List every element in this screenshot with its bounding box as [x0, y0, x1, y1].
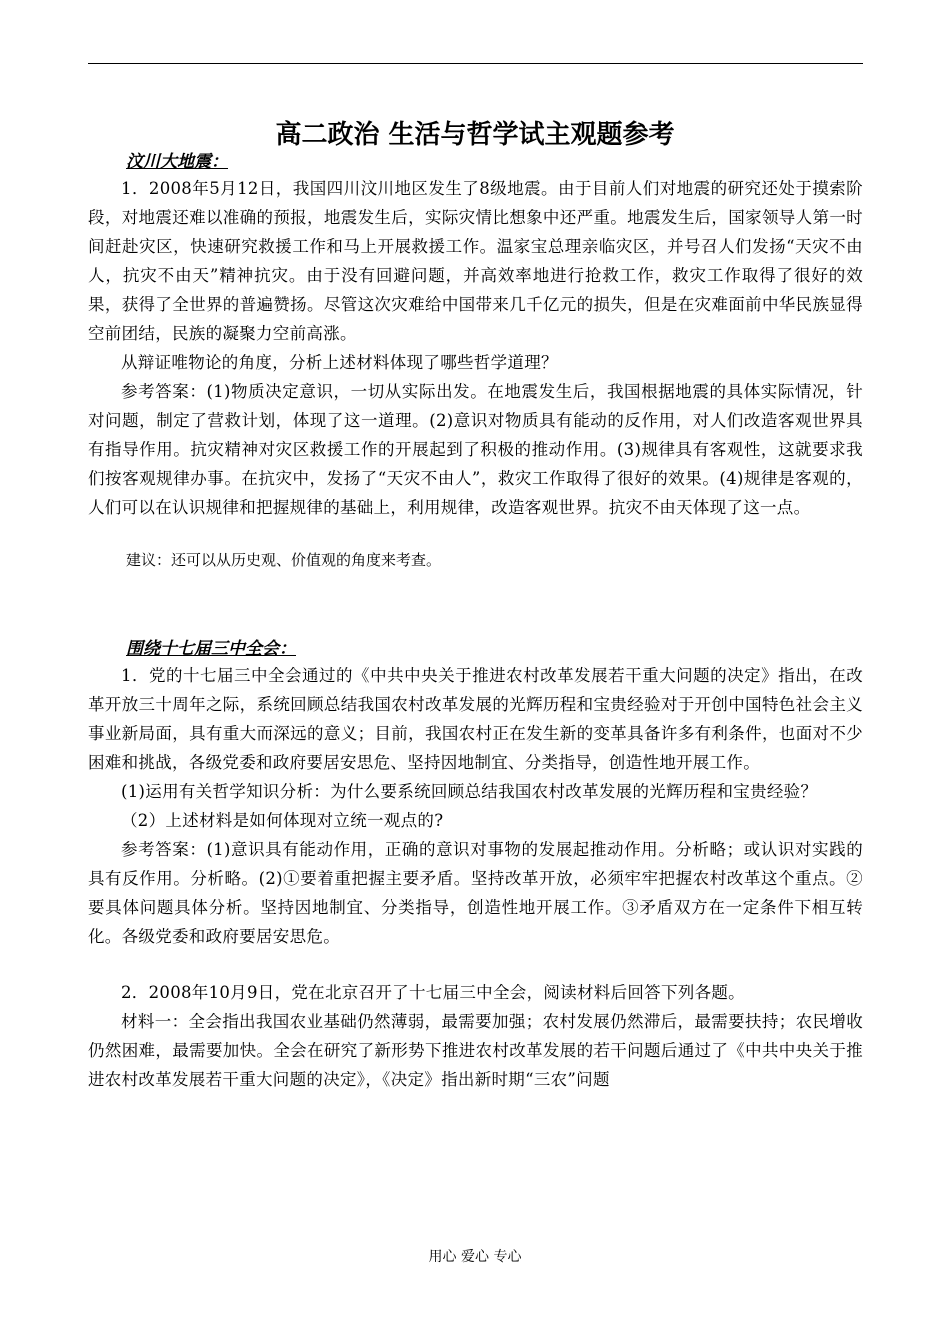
section-heading-wenchuan: 汶川大地震： [126, 152, 228, 172]
question-1-text: 1．2008年5月12日，我国四川汶川地区发生了8级地震。由于目前人们对地震的研究还处于摸索阶段，对地震还难以准确的预报，地震发生后，实际灾情比想象中还严重。地震发生后，国家领导人第一时间赶赴灾区，快速研究救援工作和马上开展救援工作。温家宝总理亲临灾区，并号召人们发扬“天灾不由人，抗灾不由天”精神抗灾。由于没有回避问题，并高效率地进行抢救工作，救灾工作取得了很好的效果，获得了全世界的普遍赞扬。尽管这次灾难给中国带来几千亿元的损失，但是在灾难面前中华民族显得空前团结，民族的凝聚力空前高涨。 [88, 179, 863, 343]
sub-question-2: （2）上述材料是如何体现对立统一观点的? [121, 811, 444, 830]
reference-answer-plenary: 参考答案：(1)意识具有能动作用，正确的意识对事物的发展起推动作用。分析略；或认识对实践的具有反作用。分析略。(2)①要着重把握主要矛盾。坚持改革开放，必须牢牢把握农村改革这个重点。②要具体问题具体分析。坚持因地制宜、分类指导，创造性地开展工作。③矛盾双方在一定条件下相互转化。各级党委和政府要居安思危。 [88, 840, 863, 946]
question-prompt: 从辩证唯物论的角度，分析上述材料体现了哪些哲学道理？ [121, 353, 558, 372]
page-title: 高二政治 生活与哲学试主观题参考 [275, 120, 675, 150]
document-body [88, 150, 863, 1094]
page-footer: 用心 爱心 专心 [428, 1249, 522, 1265]
reference-answer: 参考答案：(1)物质决定意识，一切从实际出发。在地震发生后，我国根据地震的具体实际情况，针对问题，制定了营救计划，体现了这一道理。(2)意识对物质具有能动的反作用，对人们改造客观世界具有指导作用。抗灾精神对灾区救援工作的开展起到了积极的推动作用。(3)规律具有客观性，这就要求我们按客观规律办事。在抗灾中，发扬了“天灾不由人”，救灾工作取得了很好的效果。(4)规律是客观的，人们可以在认识规律和把握规律的基础上，利用规律，改造客观世界。抗灾不由天体现了这一点。 [88, 382, 863, 517]
question-2-text: 2．2008年10月9日，党在北京召开了十七届三中全会，阅读材料后回答下列各题。 [121, 983, 745, 1002]
material-1: 材料一：全会指出我国农业基础仍然薄弱，最需要加强；农村发展仍然滞后，最需要扶持；农民增收仍然困难，最需要加快。全会在研究了新形势下推进农村改革发展的若干问题后通过了《中共中央关于推进农村改革发展若干重大问题的决定》，《决定》指出新时期“三农”问题 [88, 1012, 863, 1089]
question-1-text-plenary: 1．党的十七届三中全会通过的《中共中央关于推进农村改革发展若干重大问题的决定》指出，在改革开放三十周年之际，系统回顾总结我国农村改革发展的光辉历程和宝贵经验对于开创中国特色社会主义事业新局面，具有重大而深远的意义；目前，我国农村正在发生新的变革具备许多有利条件，也面对不少困难和挑战，各级党委和政府要居安思危、坚持因地制宜、分类指导，创造性地开展工作。 [88, 666, 863, 772]
header-rule [88, 63, 863, 64]
suggestion-note: 建议：还可以从历史观、价值观的角度来考查。 [126, 551, 442, 569]
section-heading-plenary: 围绕十七届三中全会： [126, 639, 296, 659]
sub-question-1: (1)运用有关哲学知识分析：为什么要系统回顾总结我国农村改革发展的光辉历程和宝贵经验？ [121, 782, 818, 801]
